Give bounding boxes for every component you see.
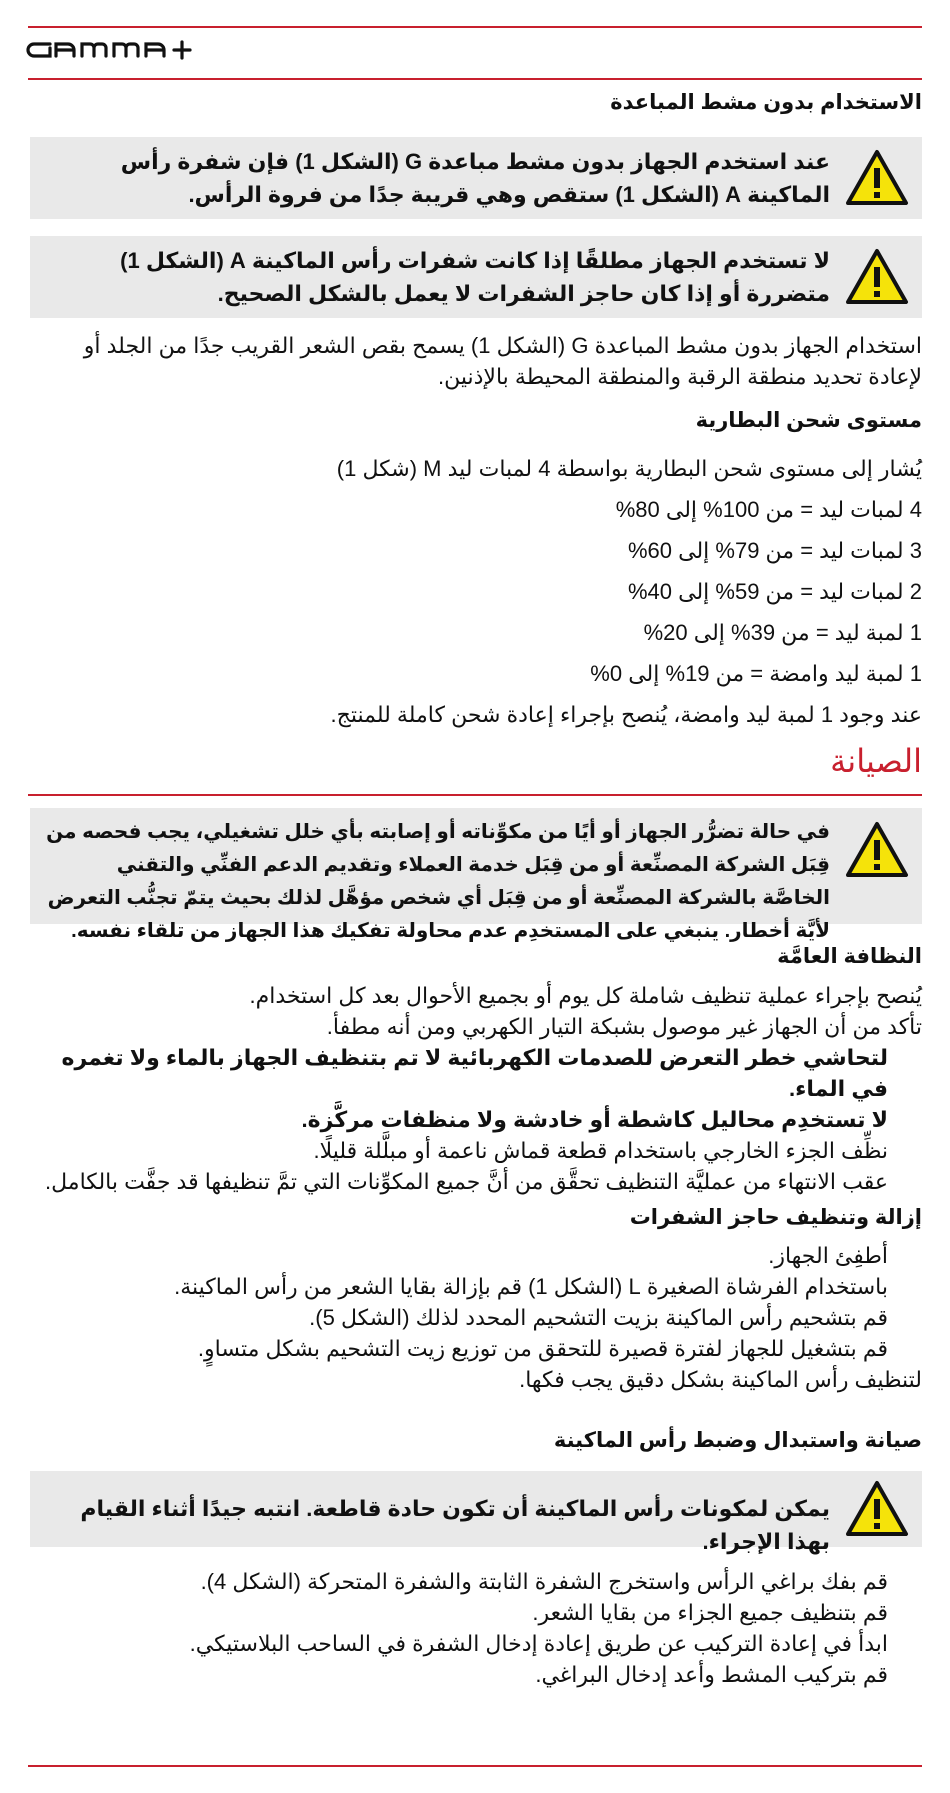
battery-level-1: 1 لمبة ليد = من 39% إلى 20%	[643, 620, 922, 645]
head-step: قم بتنظيف جميع الجزاء من بقايا الشعر.	[532, 1600, 888, 1625]
section-heading-guard: إزالة وتنظيف حاجز الشفرات	[629, 1206, 922, 1229]
warning-text-3: في حالة تضرُّر الجهاز أو أيًا من مكوِّناته أو إصابته بأي خلل تشغيلي، يجب فحصه من قِبَل الشركة المصنِّعة أو من قِبَل خدمة العملاء وتقديم الدعم الفنِّي والتقني الخاصَّة بالشركة المصنِّعة أو من قِبَل أي شخص مؤهَّل لذلك بحيث يتمّ تجنُّب التعرض لأيَّة أخطار. ينبغي على المستخدِم عدم محاولة تفكيك هذا الجهاز من تلقاء نفسه.	[46, 821, 830, 942]
guard-note: لتنظيف رأس الماكينة بشكل دقيق يجب فكها.	[519, 1367, 922, 1392]
warning-icon	[844, 148, 910, 208]
guard-step: قم بتشحيم رأس الماكينة بزيت التشحيم المحدد لذلك (الشكل 5).	[309, 1305, 888, 1330]
guard-block	[28, 1240, 922, 1395]
section-heading-head: صيانة واستبدال وضبط رأس الماكينة	[553, 1429, 922, 1452]
section-heading-no-comb: الاستخدام بدون مشط المباعدة	[610, 91, 922, 114]
warning-text-4: يمكن لمكونات رأس الماكينة أن تكون حادة قاطعة. انتبه جيدًا أثناء القيام بهذا الإجراء.	[80, 1496, 830, 1554]
cleaning-line: تأكد من أن الجهاز غير موصول بشبكة التيار الكهربي ومن أنه مطفأ.	[326, 1014, 922, 1039]
head-step: قم بفك براغي الرأس واستخرج الشفرة الثابتة والشفرة المتحركة (الشكل 4).	[200, 1569, 888, 1594]
head-step: ابدأ في إعادة التركيب عن طريق إعادة إدخال الشفرة في الساحب البلاستيكي.	[189, 1631, 888, 1656]
warning-text-1: عند استخدم الجهاز بدون مشط مباعدة G (الشكل 1) فإن شفرة رأس الماكينة A (الشكل 1) ستقص وهي قريبة جدًا من فروة الرأس.	[120, 149, 830, 207]
brand-logo	[26, 36, 216, 68]
warning-box-4	[30, 1471, 922, 1554]
cleaning-warning-line: لا تستخدِم محاليل كاشطة أو خادشة ولا منظفات مركَّزة.	[301, 1107, 888, 1132]
top-rule	[28, 26, 922, 28]
header-rule	[28, 78, 922, 80]
battery-intro: يُشار إلى مستوى شحن البطارية بواسطة 4 لمبات ليد M (شكل 1)	[336, 456, 922, 481]
warning-box-1	[30, 137, 922, 219]
bottom-rule	[28, 1765, 922, 1767]
battery-note: عند وجود 1 لمبة ليد وامضة، يُنصح بإجراء إعادة شحن كاملة للمنتج.	[330, 702, 922, 727]
maintenance-rule	[28, 794, 922, 796]
battery-level-4: 4 لمبات ليد = من 100% إلى 80%	[615, 497, 922, 522]
no-comb-paragraph: استخدام الجهاز بدون مشط المباعدة G (الشكل 1) يسمح بقص الشعر القريب جدًا من الجلد أو لإعادة تحديد منطقة الرقبة والمنطقة المحيطة بالإذنين.	[83, 333, 922, 389]
battery-level-3: 3 لمبات ليد = من 79% إلى 60%	[627, 538, 922, 563]
section-heading-battery: مستوى شحن البطارية	[695, 409, 922, 432]
head-block	[28, 1566, 922, 1690]
warning-icon	[844, 820, 910, 880]
head-step: قم بتركيب المشط وأعد إدخال البراغي.	[535, 1662, 888, 1687]
guard-step: قم بتشغيل للجهاز لفترة قصيرة للتحقق من توزيع زيت التشحيم بشكل متساوٍ.	[197, 1336, 888, 1361]
warning-text-2: لا تستخدم الجهاز مطلقًا إذا كانت شفرات رأس الماكينة A (الشكل 1) متضررة أو إذا كان حاجز الشفرات لا يعمل بالشكل الصحيح.	[120, 248, 830, 306]
cleaning-warning-line: لتحاشي خطر التعرض للصدمات الكهربائية لا تم بتنظيف الجهاز بالماء ولا تغمره في الماء.	[61, 1045, 888, 1101]
section-heading-cleaning: النظافة العامَّة	[777, 945, 922, 968]
battery-level-blink: 1 لمبة ليد وامضة = من 19% إلى 0%	[590, 661, 922, 686]
guard-step: أطفِئ الجهاز.	[768, 1243, 888, 1268]
battery-block	[28, 448, 922, 735]
cleaning-block	[28, 980, 922, 1197]
cleaning-line: يُنصح بإجراء عملية تنظيف شاملة كل يوم أو بجميع الأحوال بعد كل استخدام.	[249, 983, 922, 1008]
maintenance-title: الصيانة	[830, 743, 922, 779]
warning-icon	[844, 1479, 910, 1539]
guard-step: باستخدام الفرشاة الصغيرة L (الشكل 1) قم بإزالة بقايا الشعر من رأس الماكينة.	[174, 1274, 888, 1299]
cleaning-line: عقب الانتهاء من عمليَّة التنظيف تحقَّق من أنَّ جميع المكوِّنات التي تمَّ تنظيفها قد جفَّت بالكامل.	[45, 1169, 888, 1194]
warning-box-2	[30, 236, 922, 318]
warning-icon	[844, 247, 910, 307]
battery-level-2: 2 لمبات ليد = من 59% إلى 40%	[627, 579, 922, 604]
cleaning-line: نظِّف الجزء الخارجي باستخدام قطعة قماش ناعمة أو مبلَّلة قليلًا.	[313, 1138, 888, 1163]
warning-box-3	[30, 808, 922, 942]
